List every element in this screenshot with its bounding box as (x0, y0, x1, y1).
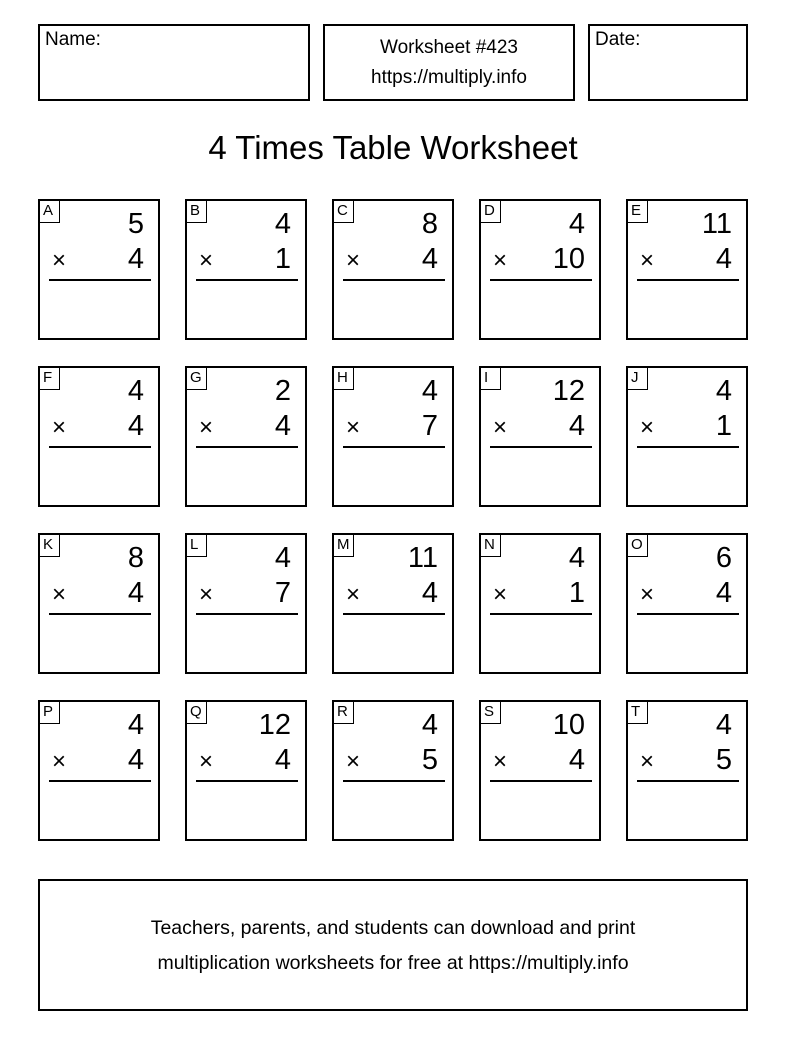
multiplier: 4 (127, 410, 144, 442)
answer-line (490, 279, 592, 281)
problem-card[interactable] (626, 366, 748, 507)
multiply-sign: × (493, 748, 508, 775)
multiplier: 1 (715, 410, 732, 442)
problem-label: T (628, 702, 648, 724)
answer-line (196, 780, 298, 782)
answer-line (637, 446, 739, 448)
answer-line (49, 446, 151, 448)
multiplier: 10 (552, 243, 585, 275)
multiply-sign: × (346, 414, 361, 441)
answer-line (343, 780, 445, 782)
multiplier: 4 (568, 744, 585, 776)
multiply-sign: × (640, 581, 655, 608)
answer-line (637, 780, 739, 782)
problem-card[interactable] (626, 199, 748, 340)
date-field[interactable] (588, 24, 748, 101)
multiplicand: 4 (568, 542, 585, 574)
problem-label: I (481, 368, 501, 390)
multiply-sign: × (493, 247, 508, 274)
answer-line (637, 613, 739, 615)
problem-label: O (628, 535, 648, 557)
problem-card[interactable] (185, 366, 307, 507)
problem-label: D (481, 201, 501, 223)
multiplicand: 8 (421, 208, 438, 240)
problem-label: K (40, 535, 60, 557)
problem-label: J (628, 368, 648, 390)
problem-card[interactable] (332, 199, 454, 340)
multiply-sign: × (346, 247, 361, 274)
name-field[interactable] (38, 24, 310, 101)
multiply-sign: × (346, 581, 361, 608)
answer-line (196, 613, 298, 615)
problem-card[interactable] (185, 533, 307, 674)
problem-card[interactable] (479, 366, 601, 507)
problem-label: A (40, 201, 60, 223)
answer-line (49, 279, 151, 281)
problem-label: R (334, 702, 354, 724)
multiplier: 4 (127, 744, 144, 776)
problem-label: P (40, 702, 60, 724)
multiplicand: 12 (258, 709, 291, 741)
multiplier: 4 (715, 577, 732, 609)
multiplicand: 4 (127, 375, 144, 407)
multiply-sign: × (199, 414, 214, 441)
multiplicand: 8 (127, 542, 144, 574)
multiplier: 4 (568, 410, 585, 442)
answer-line (490, 780, 592, 782)
multiply-sign: × (199, 581, 214, 608)
multiplier: 4 (274, 744, 291, 776)
multiplicand: 5 (127, 208, 144, 240)
multiplier: 1 (274, 243, 291, 275)
problem-label: Q (187, 702, 207, 724)
answer-line (637, 279, 739, 281)
problem-label: C (334, 201, 354, 223)
problem-label: M (334, 535, 354, 557)
multiply-sign: × (640, 414, 655, 441)
page-title: 4 Times Table Worksheet (208, 129, 578, 166)
multiplicand: 4 (274, 208, 291, 240)
problem-card[interactable] (38, 533, 160, 674)
answer-line (343, 279, 445, 281)
worksheet-info-box (323, 24, 575, 101)
multiplier: 7 (421, 410, 438, 442)
multiplier: 5 (715, 744, 732, 776)
footer-line-1: Teachers, parents, and students can download and print (150, 917, 636, 939)
multiplier: 4 (274, 410, 291, 442)
problem-card[interactable] (185, 199, 307, 340)
answer-line (49, 780, 151, 782)
multiplicand: 6 (715, 542, 732, 574)
multiply-sign: × (52, 581, 67, 608)
problem-label: F (40, 368, 60, 390)
answer-line (343, 446, 445, 448)
multiply-sign: × (346, 748, 361, 775)
problem-card[interactable] (38, 700, 160, 841)
multiplicand: 4 (715, 709, 732, 741)
problem-card[interactable] (332, 366, 454, 507)
problem-card[interactable] (479, 533, 601, 674)
multiplicand: 12 (552, 375, 585, 407)
multiply-sign: × (199, 247, 214, 274)
multiplier: 4 (127, 577, 144, 609)
multiplicand: 4 (421, 709, 438, 741)
date-label: Date: (595, 29, 641, 50)
multiplier: 4 (421, 243, 438, 275)
problem-label: S (481, 702, 501, 724)
problem-label: G (187, 368, 207, 390)
problem-card[interactable] (332, 700, 454, 841)
problem-card[interactable] (332, 533, 454, 674)
answer-line (49, 613, 151, 615)
answer-line (196, 446, 298, 448)
problem-label: L (187, 535, 207, 557)
multiplicand: 4 (127, 709, 144, 741)
multiplicand: 11 (701, 208, 732, 240)
answer-line (343, 613, 445, 615)
multiplicand: 2 (274, 375, 291, 407)
multiplier: 1 (568, 577, 585, 609)
multiply-sign: × (52, 247, 67, 274)
multiplier: 4 (421, 577, 438, 609)
worksheet-website: https://multiply.info (371, 67, 527, 88)
multiply-sign: × (199, 748, 214, 775)
multiply-sign: × (493, 414, 508, 441)
footer-line-2: multiplication worksheets for free at https://multiply.info (157, 952, 629, 974)
name-label: Name: (45, 29, 101, 50)
problem-label: E (628, 201, 648, 223)
problem-card[interactable] (626, 700, 748, 841)
multiplicand: 4 (568, 208, 585, 240)
problem-card[interactable] (38, 199, 160, 340)
problem-card[interactable] (479, 700, 601, 841)
multiply-sign: × (52, 748, 67, 775)
problem-card[interactable] (185, 700, 307, 841)
multiplicand: 10 (552, 709, 585, 741)
problem-card[interactable] (626, 533, 748, 674)
multiplier: 4 (715, 243, 732, 275)
multiply-sign: × (493, 581, 508, 608)
multiplicand: 4 (421, 375, 438, 407)
problem-label: N (481, 535, 501, 557)
multiplier: 5 (421, 744, 438, 776)
problem-card[interactable] (479, 199, 601, 340)
multiply-sign: × (640, 247, 655, 274)
multiplicand: 11 (407, 542, 438, 574)
answer-line (490, 446, 592, 448)
footer-box (38, 879, 748, 1011)
answer-line (196, 279, 298, 281)
multiply-sign: × (640, 748, 655, 775)
problem-label: H (334, 368, 354, 390)
problem-card[interactable] (38, 366, 160, 507)
multiplier: 4 (127, 243, 144, 275)
problem-label: B (187, 201, 207, 223)
multiplicand: 4 (274, 542, 291, 574)
worksheet-number: Worksheet #423 (379, 37, 518, 58)
answer-line (490, 613, 592, 615)
multiplicand: 4 (715, 375, 732, 407)
multiply-sign: × (52, 414, 67, 441)
multiplier: 7 (274, 577, 291, 609)
